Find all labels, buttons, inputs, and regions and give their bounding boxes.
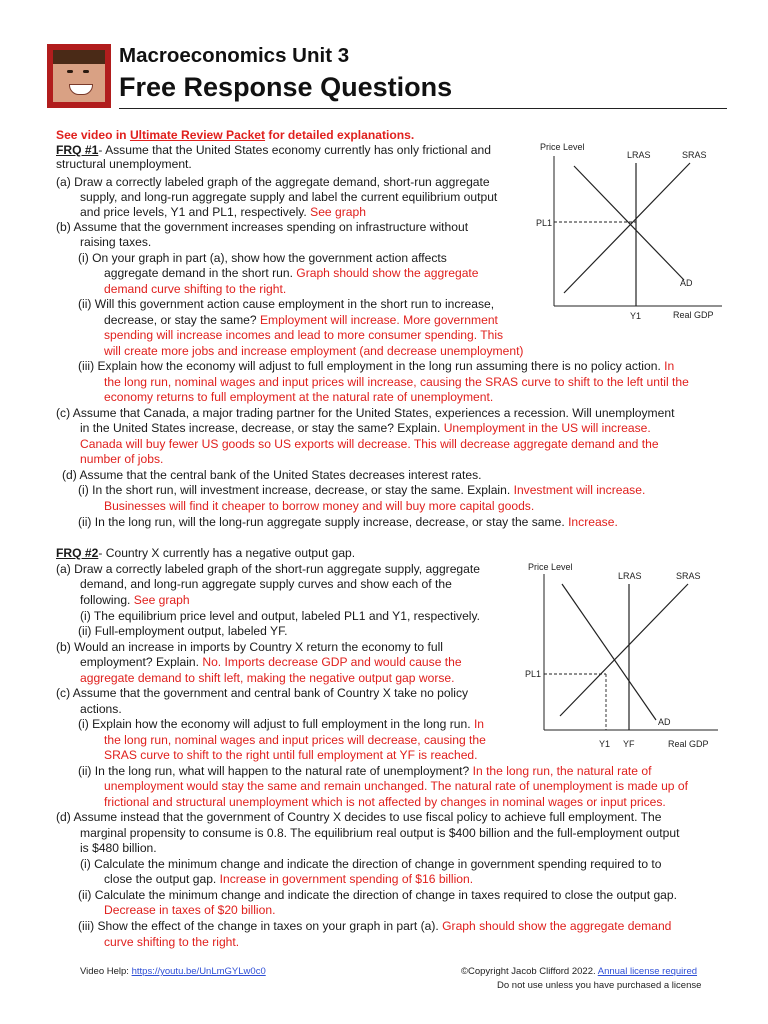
graph1-pl1-label: PL1 [536, 218, 553, 228]
frq1-answer-text: Employment will increase. More government [259, 313, 498, 327]
frq1-as-ad-graph [530, 138, 730, 328]
frq1-text-line: (i) In the short run, will investment increase, decrease, or stay the same. Explain. Investment will increase. [78, 483, 646, 497]
graph2-sras-label: SRAS [676, 571, 701, 581]
frq1-text-line: (d) Assume that the central bank of the United States decreases interest rates. [62, 468, 482, 482]
frq1-text-line [80, 437, 659, 452]
frq2-answer-text: Decrease in taxes of $20 billion. [104, 903, 276, 917]
frq1-text-line [104, 390, 493, 405]
license-link[interactable]: Annual license required [597, 966, 698, 977]
frq2-text-line [104, 733, 486, 748]
frq1-answer-text: Investment will increase. [513, 483, 646, 497]
frq2-text-line: close the output gap. Increase in government spending of $16 billion. [104, 872, 474, 886]
frq2-text-line: (b) Would an increase in imports by Country X return the economy to full [56, 640, 443, 654]
frq2-answer-text: unemployment would stay the same and remain unchanged. The natural rate of unemployment is made up of [104, 779, 688, 793]
frq1-answer-text: the long run, nominal wages and input prices will increase, causing the SRAS curve to shift to the left until the [104, 375, 689, 389]
frq2-answer-text: SRAS curve to shift to the right until full employment at YF is reached. [104, 748, 478, 762]
frq2-text-line [104, 795, 666, 810]
frq1-answer-text: Canada will buy fewer US goods so US exports will decrease. This will decrease aggregate demand and the [80, 437, 659, 451]
frq1-answer-text: Increase. [568, 515, 618, 529]
frq2-answer-text: In the long run, the natural rate of [472, 764, 652, 778]
frq2-text-line: (a) Draw a correctly labeled graph of the short-run aggregate supply, aggregate [56, 562, 480, 576]
frq1-text-line: supply, and long-run aggregate supply and label the current equilibrium output [80, 190, 498, 204]
frq2-answer-text: In [473, 717, 485, 731]
video-help-link[interactable]: https://youtu.be/UnLmGYLw0c0 [131, 966, 266, 977]
graph2-ad-label: AD [658, 717, 671, 727]
frq1-text-line: (iii) Explain how the economy will adjust to full employment in the long run assuming there is no policy action. In [78, 359, 675, 373]
frq1-text-line [104, 328, 503, 343]
frq1-text-line: aggregate demand in the short run. Graph should show the aggregate [104, 266, 479, 280]
graph1-y-axis-label: Price Level [540, 142, 585, 152]
frq1-answer-text: Unemployment in the US will increase. [443, 421, 651, 435]
frq1-text-line: (b) Assume that the government increases spending on infrastructure without [56, 220, 469, 234]
frq2-text-line: (ii) Full-employment output, labeled YF. [78, 624, 288, 638]
graph2-sras-line [560, 584, 688, 716]
graph1-ad-label: AD [680, 278, 693, 288]
frq1-text-line: FRQ #1- Assume that the United States economy currently has only frictional and [56, 143, 491, 157]
frq1-answer-text: number of jobs. [80, 452, 164, 466]
frq1-text-line: (a) Draw a correctly labeled graph of the aggregate demand, short-run aggregate [56, 175, 490, 189]
course-title: Macroeconomics Unit 3 [119, 44, 350, 67]
frq2-answer-text: No. Imports decrease GDP and would cause the [202, 655, 462, 669]
graph1-x-axis-label: Real GDP [673, 310, 714, 320]
frq1-text-line: decrease, or stay the same? Employment will increase. More government [104, 313, 498, 327]
frq1-text-line [104, 375, 689, 390]
graph1-sras-line [564, 163, 690, 293]
frq1-answer-text: See graph [310, 205, 366, 219]
frq1-answer-text: In [664, 359, 675, 373]
review-packet-link[interactable]: Ultimate Review Packet [129, 128, 266, 142]
author-photo [47, 44, 111, 108]
frq1-text-line: in the United States increase, decrease, or stay the same? Explain. Unemployment in the US will increase. [80, 421, 651, 435]
frq2-answer-text: curve shifting to the right. [104, 935, 240, 949]
page-header [47, 44, 727, 110]
frq2-text-line: actions. [80, 702, 122, 716]
frq2-answer-text: See graph [133, 593, 190, 607]
graph2-yf-label: YF [623, 739, 635, 749]
frq1-answer-text: Businesses will find it cheaper to borrow money and will buy more capital goods. [104, 499, 535, 513]
frq1-text-line: and price levels, Y1 and PL1, respectively. See graph [80, 205, 366, 219]
frq2-text-line [104, 779, 688, 794]
frq2-text-line: marginal propensity to consume is 0.8. The equilibrium real output is $400 billion and the full-employment output [80, 826, 680, 840]
frq2-answer-text: frictional and structural unemployment which is not affected by changes in nominal wages or input prices. [104, 795, 666, 809]
frq2-text-line: (iii) Show the effect of the change in taxes on your graph in part (a). Graph should show the aggregate demand [78, 919, 672, 933]
frq2-text-line: employment? Explain. No. Imports decrease GDP and would cause the [80, 655, 462, 669]
frq1-text-line: (ii) Will this government action cause employment in the short run to increase, [78, 297, 495, 311]
frq1-text-line [80, 452, 163, 467]
frq2-text-line [104, 935, 239, 950]
frq1-text-line: (ii) In the long run, will the long-run aggregate supply increase, decrease, or stay the same. Increase. [78, 515, 618, 529]
frq1-answer-text: will create more jobs and increase employment (and decrease unemployment) [104, 344, 524, 358]
video-help-line: Video Help: https://youtu.be/UnLmGYLw0c0 [80, 966, 266, 977]
copyright-line: ©Copyright Jacob Clifford 2022. Annual license required [461, 966, 698, 977]
license-notice: Do not use unless you have purchased a license [497, 980, 702, 991]
header-divider [119, 108, 727, 109]
frq1-text-line [104, 499, 534, 514]
frq2-text-line: (ii) Calculate the minimum change and indicate the direction of change in taxes required to close the output gap. [78, 888, 677, 902]
graph1-sras-label: SRAS [682, 150, 707, 160]
frq1-answer-text: Graph should show the aggregate [296, 266, 479, 280]
frq2-text-line: (ii) In the long run, what will happen to the natural rate of unemployment? In the long run, the natural rate of [78, 764, 652, 778]
frq1-label: FRQ #1 [56, 143, 99, 157]
frq2-text-line: following. See graph [80, 593, 190, 607]
frq2-answer-text: aggregate demand to shift left, making the negative output gap worse. [80, 671, 455, 685]
graph2-lras-label: LRAS [618, 571, 642, 581]
frq1-answer-text: demand curve shifting to the right. [104, 282, 287, 296]
frq2-as-ad-graph [522, 558, 722, 753]
frq2-text-line: is $480 billion. [80, 841, 157, 855]
frq1-text-line [104, 344, 523, 359]
frq2-text-line: (i) Explain how the economy will adjust to full employment in the long run. In [78, 717, 485, 731]
frq2-label: FRQ #2 [56, 546, 99, 560]
intro-note: See video in Ultimate Review Packet for detailed explanations. [56, 128, 415, 142]
frq2-text-line [104, 748, 478, 763]
frq2-text-line: (i) The equilibrium price level and output, labeled PL1 and Y1, respectively. [80, 609, 480, 623]
frq2-answer-text: the long run, nominal wages and input prices will decrease, causing the [104, 733, 486, 747]
graph1-lras-label: LRAS [627, 150, 651, 160]
frq1-text-line: structural unemployment. [56, 157, 192, 171]
frq2-text-line: FRQ #2- Country X currently has a negative output gap. [56, 546, 356, 560]
frq1-answer-text: economy returns to full employment at the natural rate of unemployment. [104, 390, 494, 404]
graph1-y1-label: Y1 [630, 311, 642, 321]
frq1-text-line: (i) On your graph in part (a), show how the government action affects [78, 251, 447, 265]
frq1-answer-text: spending will increase incomes and lead to more consumer spending. This [104, 328, 504, 342]
graph2-x-axis-label: Real GDP [668, 739, 709, 749]
frq2-answer-text: Graph should show the aggregate demand [442, 919, 672, 933]
frq2-text-line [80, 671, 454, 686]
frq1-text-line: (c) Assume that Canada, a major trading partner for the United States, experiences a recession. Will unemployment [56, 406, 675, 420]
frq2-text-line: demand, and long-run aggregate supply curves and show each of the [80, 577, 452, 591]
frq2-text-line [104, 903, 275, 918]
frq2-text-line: (d) Assume instead that the government of Country X decides to use fiscal policy to achieve full employment. The [56, 810, 662, 824]
graph1-ad-line [574, 166, 684, 280]
frq1-text-line: raising taxes. [80, 235, 152, 249]
graph2-y1-label: Y1 [599, 739, 611, 749]
page-title: Free Response Questions [119, 72, 453, 102]
graph2-y-axis-label: Price Level [528, 562, 573, 572]
frq2-answer-text: Increase in government spending of $16 billion. [219, 872, 474, 886]
frq2-text-line: (c) Assume that the government and central bank of Country X take no policy [56, 686, 469, 700]
frq2-text-line: (i) Calculate the minimum change and indicate the direction of change in government spending required to to [80, 857, 662, 871]
frq1-text-line [104, 282, 286, 297]
graph2-pl1-label: PL1 [525, 669, 542, 679]
